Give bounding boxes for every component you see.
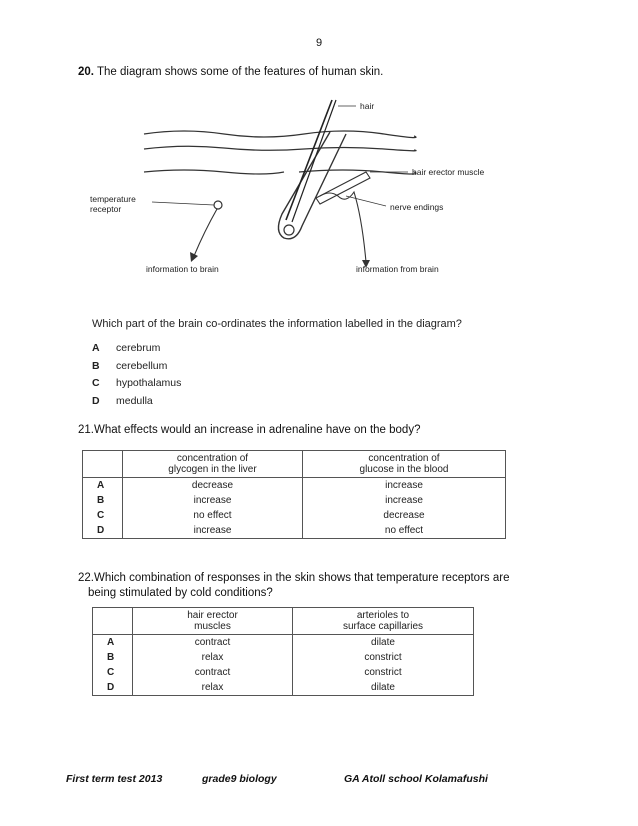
option-d (92, 395, 153, 407)
table-header-row (93, 608, 474, 635)
receptor-arrow-head (190, 252, 198, 262)
table-row: A decrease increase (83, 478, 506, 494)
option-letter: B (92, 360, 100, 372)
hair-shaft-2 (292, 100, 336, 222)
receptor-nerve (194, 209, 217, 256)
column-header: arterioles to surface capillaries (293, 608, 474, 635)
label-receptor: receptor (90, 204, 122, 214)
table-row: A contract dilate (93, 635, 474, 651)
receptor-leader (152, 202, 214, 205)
question-22-line-2: being stimulated by cold conditions? (88, 587, 273, 599)
option-b (92, 360, 167, 372)
column-header: concentration of glucose in the blood (303, 451, 506, 478)
footer-subject: grade9 biology (202, 773, 277, 785)
label-hair: hair (360, 101, 375, 111)
option-text: hypothalamus (116, 377, 182, 389)
table-row: B relax constrict (93, 650, 474, 665)
hair-shaft (286, 100, 332, 220)
nerve-leader (346, 196, 386, 206)
option-text: medulla (116, 395, 153, 407)
hair-bulb (284, 225, 294, 235)
question-20-text: The diagram shows some of the features of human skin. (97, 66, 384, 78)
question-20 (78, 66, 383, 78)
label-nerve-endings: nerve endings (390, 202, 444, 212)
temperature-receptor (214, 201, 222, 209)
question-21: 21.What effects would an increase in adrenaline have on the body? (78, 424, 421, 436)
question-21-table (82, 450, 506, 539)
option-letter: A (92, 342, 100, 354)
skin-diagram (84, 92, 524, 292)
label-hair-erector-muscle: hair erector muscle (412, 167, 485, 177)
nerve-fibre (320, 192, 366, 262)
footer-school: GA Atoll school Kolamafushi (344, 773, 488, 785)
option-text: cerebrum (116, 342, 161, 354)
table-row: D increase no effect (83, 523, 506, 539)
page-number: 9 (315, 37, 323, 49)
table-row: B increase increase (83, 493, 506, 508)
table-row: D relax dilate (93, 680, 474, 696)
table-row: C no effect decrease (83, 508, 506, 523)
option-letter: C (92, 377, 100, 389)
footer-test-name: First term test 2013 (66, 773, 163, 785)
table-row: C contract constrict (93, 665, 474, 680)
label-information-to-brain: information to brain (146, 264, 219, 274)
label-temperature: temperature (90, 194, 136, 204)
question-22 (78, 571, 509, 601)
column-header: hair erector muscles (133, 608, 293, 635)
column-header: concentration of glycogen in the liver (123, 451, 303, 478)
question-22-line-1: 22.Which combination of responses in the skin shows that temperature receptors are (78, 572, 510, 584)
question-20-number: 20. (78, 66, 94, 78)
option-letter: D (92, 395, 100, 407)
question-22-table (92, 607, 474, 696)
skin-epidermis-line-2 (144, 146, 416, 151)
table-header-row (83, 451, 506, 478)
skin-epidermis-line-1 (144, 131, 416, 138)
question-20-prompt: Which part of the brain co-ordinates the information labelled in the diagram? (92, 318, 462, 330)
label-information-from-brain: information from brain (356, 264, 439, 274)
option-a (92, 342, 160, 354)
option-c (92, 377, 181, 389)
option-text: cerebellum (116, 360, 168, 372)
skin-dermis-line (144, 170, 284, 174)
